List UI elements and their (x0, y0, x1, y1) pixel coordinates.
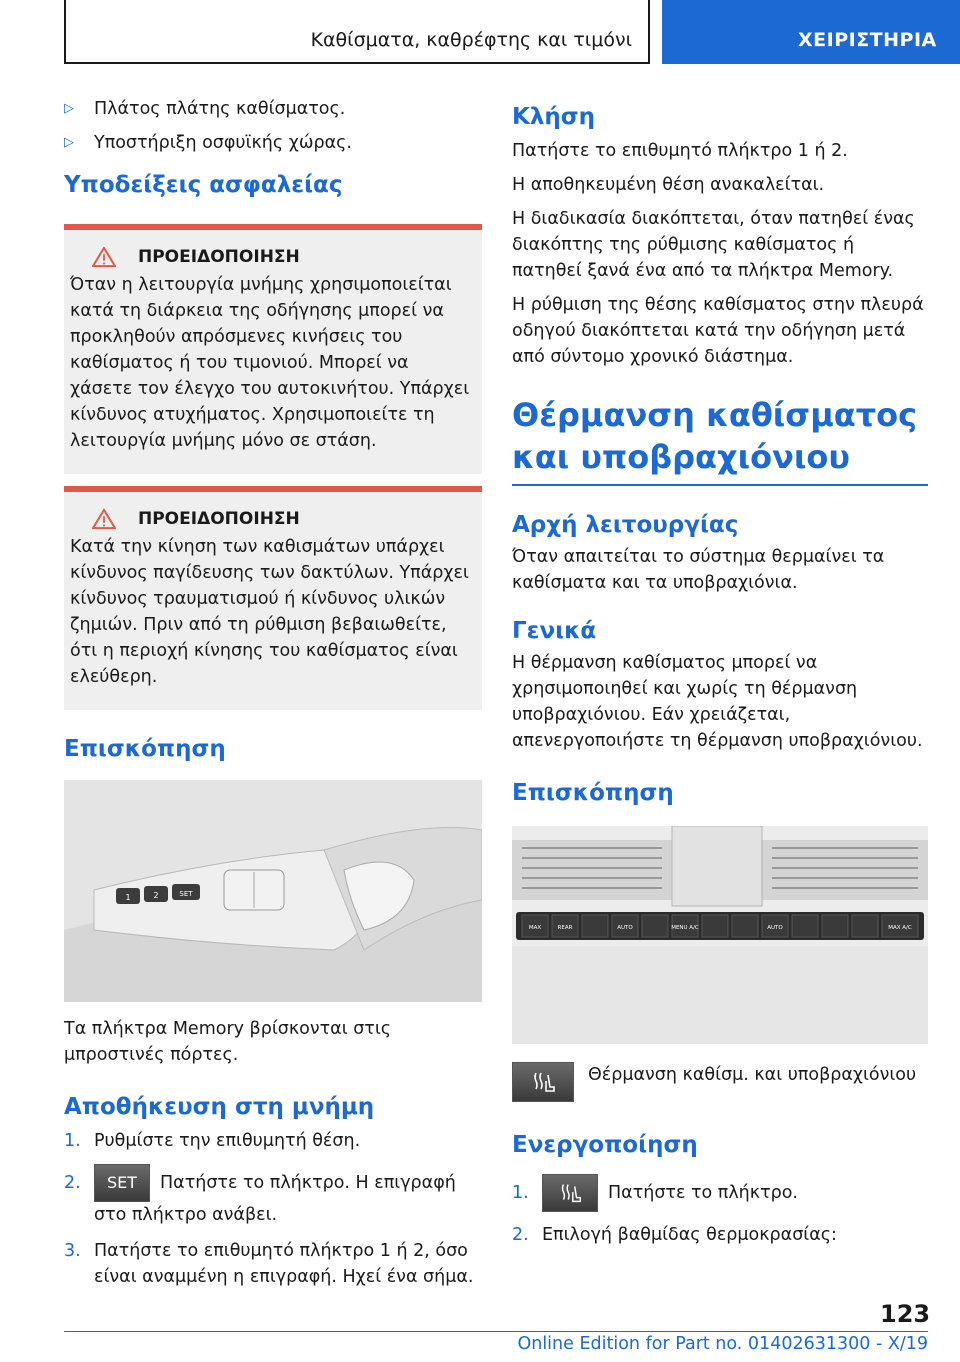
list-item: 3. Πατήστε το επιθυμητό πλήκτρο 1 ή 2, όσο είναι αναμμένη η επιγραφή. Ηχεί ένα σήμα. (64, 1241, 474, 1287)
warning-text: Κατά την κίνηση των καθισμάτων υπάρχει κίνδυνος παγίδευσης των δακτύλων. Υπάρχει κίνδυνος τραυματισμού ή κίνδυνος υλικών ζημιών. Πριν από τη ρύθμιση βεβαιωθείτε, ότι η περιοχή κίνησης του καθίσματος είναι ελεύθερη. (70, 537, 469, 687)
image-caption: Τα πλήκτρα Memory βρίσκονται στις μπροστινές πόρτες. (64, 1019, 392, 1065)
seat-heating-icon (542, 1174, 598, 1212)
panel-button-label: MAX A/C (888, 925, 912, 931)
store-heading: Αποθήκευση στη μνήμη (64, 1094, 375, 1120)
chapter-tab[interactable]: ΧΕΙΡΙΣΤΗΡΙΑ (662, 0, 960, 64)
safety-heading: Υποδείξεις ασφαλείας (64, 172, 343, 198)
list-item: 1. Ρυθμίστε την επιθυμητή θέση. (64, 1131, 361, 1151)
footer-divider (64, 1331, 928, 1332)
warning-title: ΠΡΟΕΙΔΟΠΟΙΗΣΗ (138, 509, 300, 529)
list-item: 2. Επιλογή βαθμίδας θερμοκρασίας: (512, 1225, 837, 1245)
door-button-label: SET (179, 890, 193, 898)
panel-button-label: REAR (557, 925, 573, 931)
main-heading: Θέρμανση καθίσματος και υποβραχιόνιου (512, 394, 928, 486)
list-item: 2. SET Πατήστε το πλήκτρο. Η επιγραφή στο πλήκτρο ανάβει. (64, 1164, 482, 1228)
page-number: 123 (880, 1300, 931, 1328)
bullet-item: ▷ Πλάτος πλάτης καθίσματος. (64, 96, 482, 122)
warning-triangle-icon (90, 246, 118, 268)
seat-heating-icon (512, 1062, 574, 1102)
icon-caption: Θέρμανση καθίσμ. και υποβραχιόνιου (588, 1065, 917, 1085)
edition-note: Online Edition for Part no. 01402631300 - X/19 (517, 1334, 928, 1354)
door-button-label: 2 (153, 891, 159, 900)
overview-heading: Επισκόπηση (64, 736, 226, 762)
icon-legend-row (512, 1062, 928, 1102)
principle-heading: Αρχή λειτουργίας (512, 512, 739, 538)
activation-heading: Ενεργοποίηση (512, 1132, 698, 1158)
warning-box (64, 486, 482, 710)
panel-button-label: MAX (528, 925, 542, 931)
warning-title: ΠΡΟΕΙΔΟΠΟΙΗΣΗ (138, 247, 300, 267)
set-button-icon: SET (94, 1164, 150, 1202)
warning-text: Όταν η λειτουργία μνήμης χρησιμοποιείται κατά τη διάρκεια της οδήγησης μπορεί να προκληθούν απρόσμενες κινήσεις του καθίσματος ή του τιμονιού. Μπορεί να χάσετε τον έλεγχο του αυτοκινήτου. Υπάρχει κίνδυνος ατυχήματος. Χρησιμοποιείτε τη λειτουργία μνήμης μόνο σε στάση. (70, 275, 470, 451)
panel-button-label: MENU A/C (671, 925, 699, 931)
climate-panel-image (512, 826, 928, 1044)
panel-button-label: AUTO (617, 925, 633, 931)
list-item: 1. Πατήστε το πλήκτρο. (512, 1174, 928, 1212)
general-heading: Γενικά (512, 618, 597, 644)
activation-steps (512, 1174, 928, 1248)
overview-heading: Επισκόπηση (512, 780, 674, 806)
panel-button-label: AUTO (767, 925, 783, 931)
steps-list (64, 1128, 482, 1290)
door-button-label: 1 (125, 893, 131, 902)
warning-box (64, 224, 482, 474)
recall-heading: Κλήση (512, 104, 596, 130)
right-column: Κλήση Πατήστε το επιθυμητό πλήκτρο 1 ή 2. Η αποθηκευμένη θέση ανακαλείται. Η διαδικασία διακόπτεται, όταν πατηθεί ένας διακόπτης της ρύθμισης καθίσματος ή πατηθεί ξανά ένα από τα πλήκτρα Memory. Η ρύθμιση της θέσης καθίσματος στην πλευρά οδηγού διακόπτεται κατά την οδήγηση μετά από σύντομο χρονικό διάστημα. Θέρμανση καθίσματος και υποβραχιόνιου Αρχή λειτουργίας Όταν απαιτείται το σύστημα θερμαίνει τα καθίσματα και τα υποβραχιόνια. Γενικά Η θέρμανση καθίσματος μπορεί να χρησιμοποιηθεί και χωρίς τη θέρμανση υποβραχιόνιου. Εάν χρειάζεται, απενεργοποιήστε τη θέρμανση υποβραχιόνιου. Επισκόπηση MAX REAR AUTO MENU A/C AUTO MAX A/C Θέρμανση καθίσμ. και υποβραχιόνιου Ενεργοποίηση 1. Πατήστε το πλήκτρο. 2. Επιλογή βαθμίδας θερμοκρασίας: (512, 96, 928, 1258)
warning-triangle-icon (90, 508, 118, 530)
door-memory-buttons-image (64, 780, 482, 1002)
page-header (0, 0, 960, 66)
bullet-item: ▷ Υποστήριξη οσφυϊκής χώρας. (64, 130, 482, 156)
left-column (64, 96, 482, 1300)
section-title: Καθίσματα, καθρέφτης και τιμόνι (64, 0, 650, 64)
triangle-bullet-icon: ▷ (64, 101, 74, 116)
triangle-bullet-icon: ▷ (64, 135, 74, 150)
